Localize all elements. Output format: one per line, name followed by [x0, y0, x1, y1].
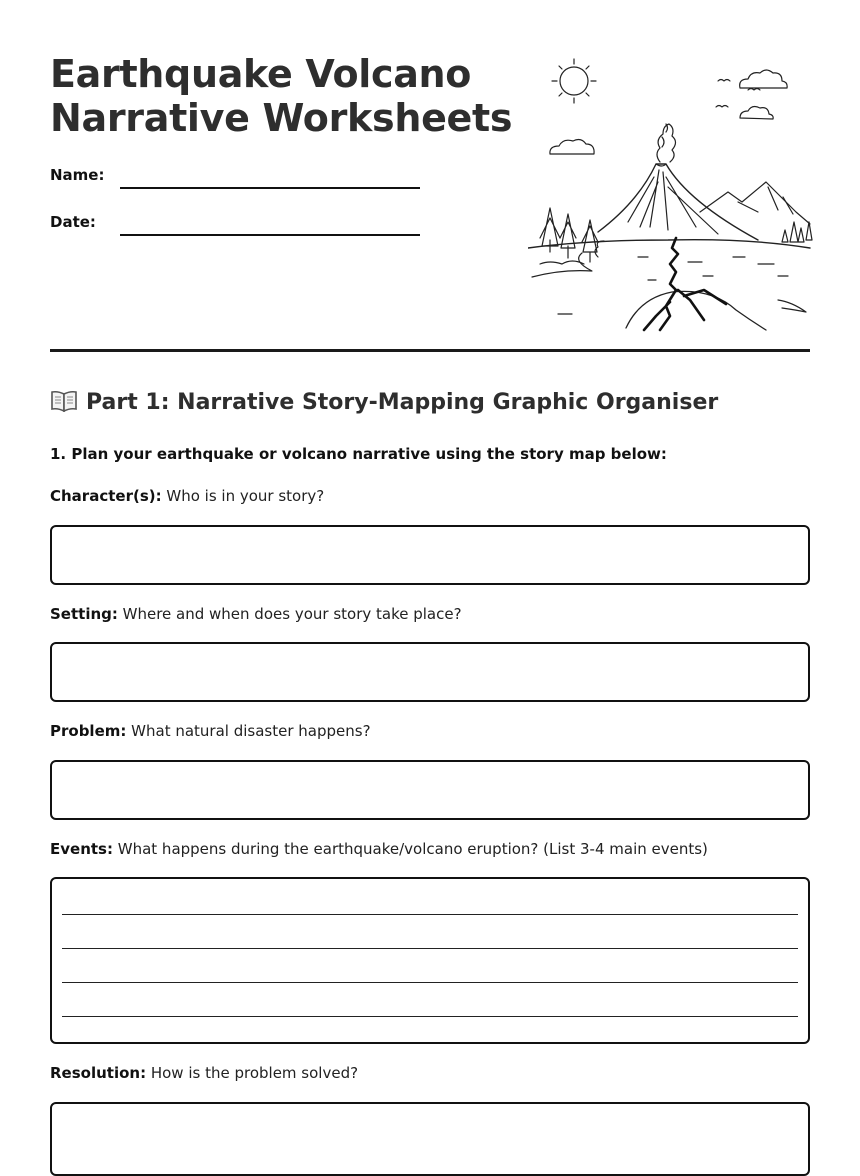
prompt-text: What natural disaster happens?	[126, 722, 371, 740]
open-book-icon	[50, 390, 78, 412]
prompt-resolution	[50, 1064, 358, 1082]
title-line-2: Narrative Worksheets	[50, 96, 513, 140]
prompt-setting	[50, 605, 462, 623]
prompt-text: Who is in your story?	[161, 487, 325, 505]
prompt-characters	[50, 487, 324, 505]
prompt-label: Problem:	[50, 722, 127, 740]
volcano-earthquake-scene-icon	[528, 52, 814, 336]
part1-title-text: Part 1: Narrative Story-Mapping Graphic Organiser	[86, 390, 719, 415]
resolution-answer-box[interactable]	[50, 1102, 810, 1176]
trees-icon	[540, 208, 604, 262]
sun-icon	[552, 59, 596, 103]
page-title	[50, 52, 512, 140]
date-label: Date:	[50, 213, 96, 231]
writing-line	[62, 1016, 798, 1017]
date-line[interactable]	[120, 234, 420, 236]
name-line[interactable]	[120, 187, 420, 189]
prompt-text: What happens during the earthquake/volcano eruption? (List 3-4 main events)	[112, 840, 708, 858]
cloud-icon	[740, 70, 787, 88]
prompt-label: Events:	[50, 840, 113, 858]
characters-answer-box[interactable]	[50, 525, 810, 585]
cloud-icon	[740, 107, 773, 119]
prompt-text: Where and when does your story take place?	[117, 605, 462, 623]
prompt-label: Character(s):	[50, 487, 162, 505]
events-answer-box[interactable]	[50, 877, 810, 1044]
prompt-problem	[50, 722, 371, 740]
writing-line	[62, 914, 798, 915]
worksheet-header	[50, 0, 810, 353]
part1-instruction: 1. Plan your earthquake or volcano narrative using the story map below:	[50, 445, 667, 463]
title-line-1: Earthquake Volcano	[50, 52, 472, 96]
part1-title	[50, 390, 718, 415]
prompt-label: Resolution:	[50, 1064, 147, 1082]
prompt-events	[50, 840, 708, 858]
setting-answer-box[interactable]	[50, 642, 810, 702]
cloud-icon	[550, 140, 594, 154]
header-divider	[50, 349, 810, 352]
prompt-label: Setting:	[50, 605, 118, 623]
prompt-text: How is the problem solved?	[146, 1064, 359, 1082]
writing-line	[62, 982, 798, 983]
name-label: Name:	[50, 166, 105, 184]
problem-answer-box[interactable]	[50, 760, 810, 820]
writing-line	[62, 948, 798, 949]
